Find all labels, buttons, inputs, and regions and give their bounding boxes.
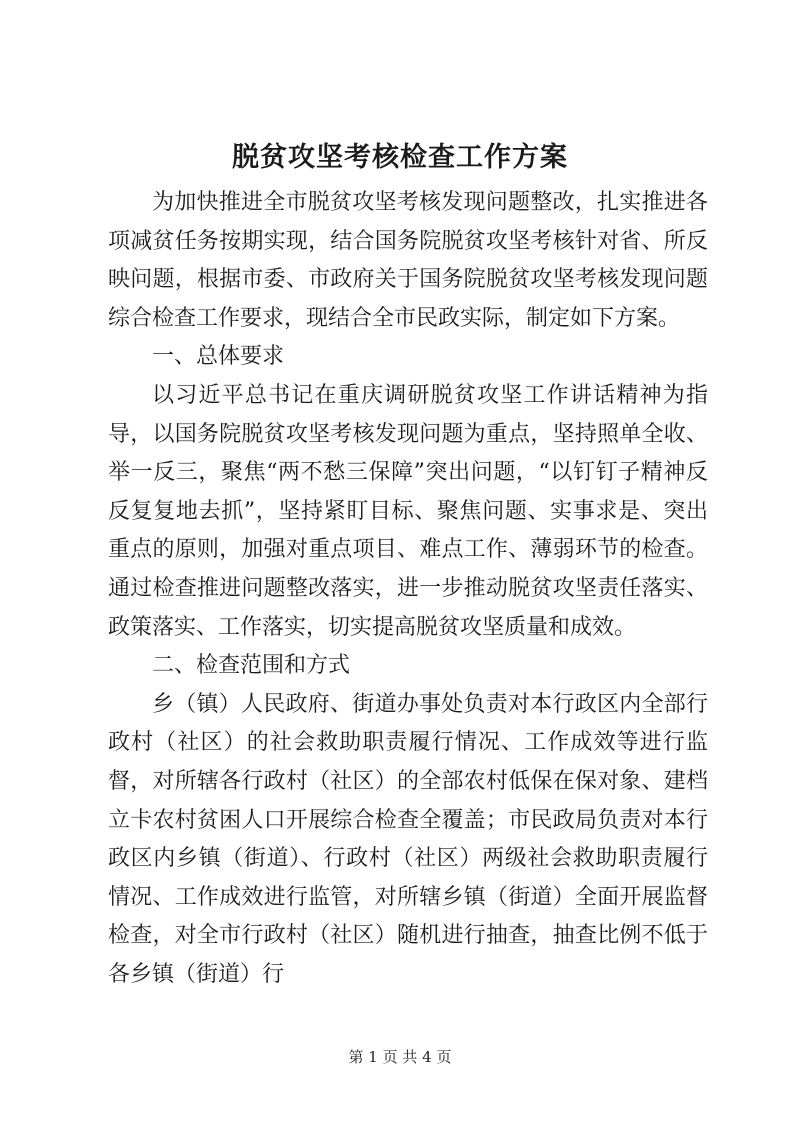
intro-paragraph: 为加快推进全市脱贫攻坚考核发现问题整改，扎实推进各项减贫任务按期实现，结合国务院脱贫攻坚考核针对省、所反映问题，根据市委、市政府关于国务院脱贫攻坚考核发现问题综合检查工作要求，现结合全市民政实际，制定如下方案。 (108, 190, 708, 331)
section-heading-general-requirements: 一、总体要求 (152, 344, 285, 370)
page-number-footer: 第 1 页 共 4 页 (348, 1048, 452, 1066)
document-title: 脱贫攻坚考核检查工作方案 (232, 142, 568, 173)
scope-and-method-paragraph: 乡（镇）人民政府、街道办事处负责对本行政区内全部行政村（社区）的社会救助职责履行情况、工作成效等进行监督，对所辖各行政村（社区）的全部农村低保在保对象、建档立卡农村贫困人口开展综合检查全覆盖；市民政局负责对本行政区内乡镇（街道）、行政村（社区）两级社会救助职责履行情况、工作成效进行监管，对所辖乡镇（街道）全面开展监督检查，对全市行政村（社区）随机进行抽查，抽查比例不低于各乡镇（街道）行 (108, 691, 708, 987)
document-body (108, 184, 708, 994)
section-heading-scope-and-method: 二、检查范围和方式 (152, 653, 351, 679)
general-requirements-paragraph: 以习近平总书记在重庆调研脱贫攻坚工作讲话精神为指导，以国务院脱贫攻坚考核发现问题为重点，坚持照单全收、举一反三，聚焦“两不愁三保障”突出问题，“以钉钉子精神反反复复地去抓”，坚持紧盯目标、聚焦问题、实事求是、突出重点的原则，加强对重点项目、难点工作、薄弱环节的检查。通过检查推进问题整改落实，进一步推动脱贫攻坚责任落实、政策落实、工作落实，切实提高脱贫攻坚质量和成效。 (108, 382, 708, 640)
